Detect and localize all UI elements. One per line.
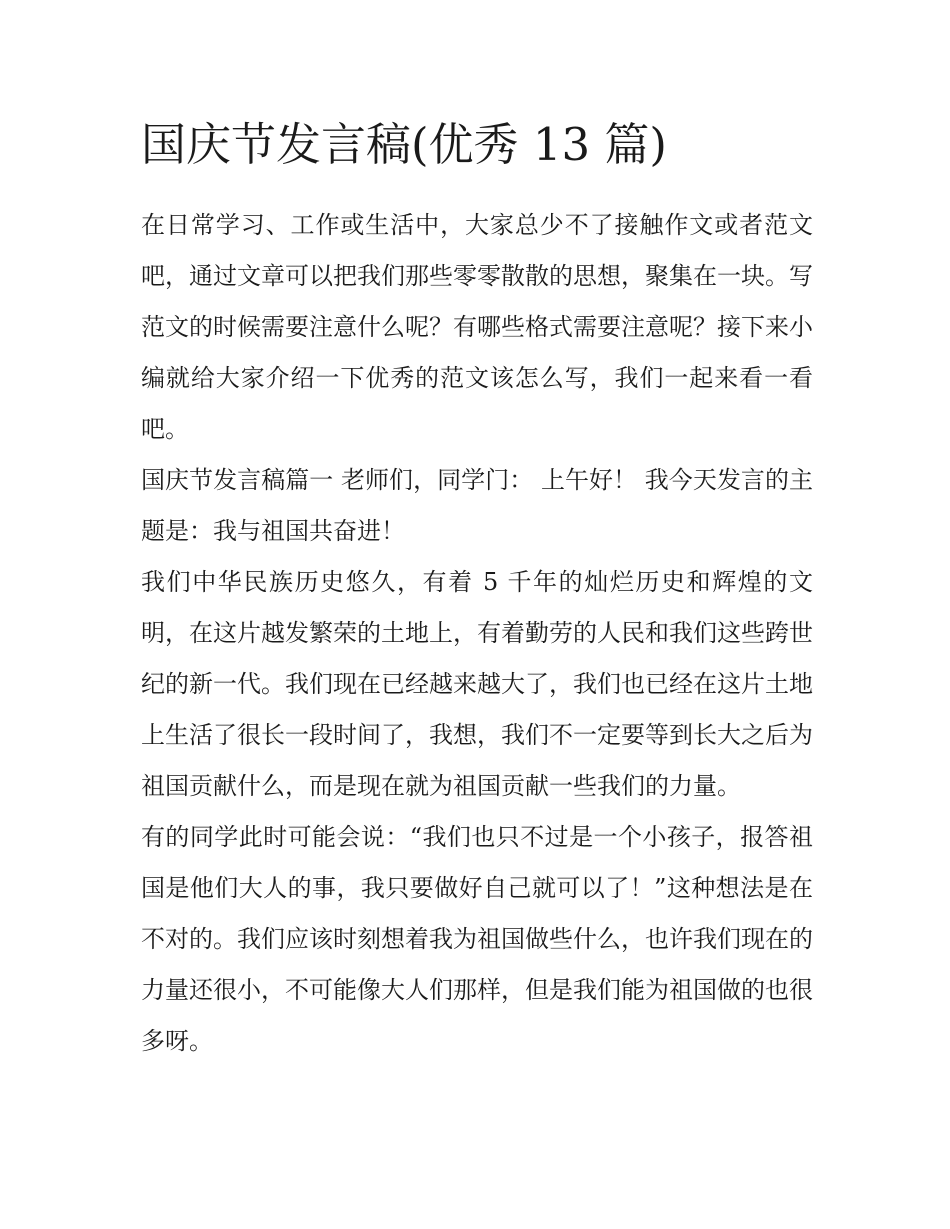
paragraph-history: 我们中华民族历史悠久，有着 5 千年的灿烂历史和辉煌的文明，在这片越发繁荣的土地上，有着勤劳的人民和我们这些跨世纪的新一代。我们现在已经越来越大了，我们也已经在这片土地上生活了很长一段时间了，我想，我们不一定要等到长大之后为祖国贡献什么，而是现在就为祖国贡献一些我们的力量。 <box>141 568 813 800</box>
paragraph-contribution: 有的同学此时可能会说：“我们也只不过是一个小孩子，报答祖国是他们大人的事，我只要做好自己就可以了！”这种想法是在不对的。我们应该时刻想着我为祖国做些什么，也许我们现在的力量还很小，不可能像大人们那样，但是我们能为祖国做的也很多呀。 <box>141 823 813 1055</box>
paragraph-intro: 在日常学习、工作或生活中，大家总少不了接触作文或者范文吧，通过文章可以把我们那些零零散散的思想，聚集在一块。写范文的时候需要注意什么呢？有哪些格式需要注意呢？接下来小编就给大家介绍一下优秀的范文该怎么写，我们一起来看一看吧。 <box>141 211 813 443</box>
document-page <box>141 112 813 1067</box>
document-title: 国庆节发言稿(优秀 13 篇) <box>141 118 667 171</box>
paragraph-speech-opening: 国庆节发言稿篇一 老师们，同学门： 上午好！ 我今天发言的主题是：我与祖国共奋进！ <box>141 466 813 545</box>
